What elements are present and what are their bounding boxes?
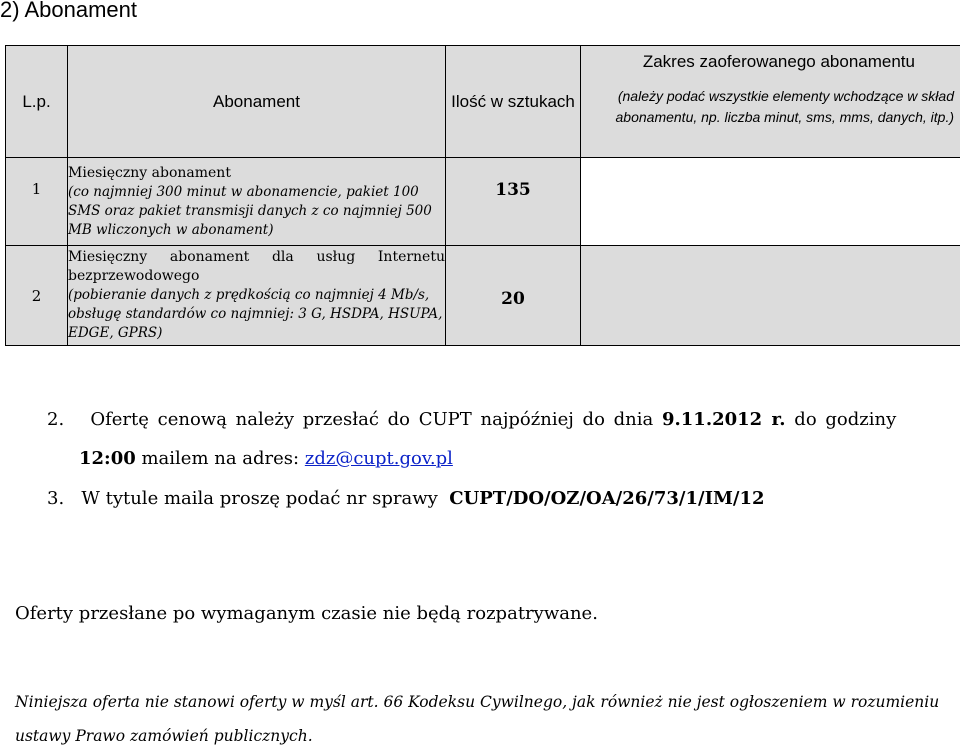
disclaimer-line-1: Niniejsza oferta nie stanowi oferty w myśl art. 66 Kodeksu Cywilnego, jak również nie jest ogłoszeniem w rozumieniu [15,693,940,711]
late-offers-notice: Oferty przesłane po wymaganym czasie nie będą rozpatrywane. [15,603,598,624]
header-zakres [581,46,960,158]
table-header-row [6,46,960,158]
table-row [6,246,960,346]
case-number: CUPT/DO/OZ/OA/26/73/1/IM/12 [449,488,765,509]
row-description [68,158,446,246]
email-link[interactable]: zdz@cupt.gov.pl [304,448,453,469]
table-row [6,158,960,246]
row-zakres [581,246,960,346]
row-quantity: 20 [446,246,581,346]
disclaimer-line-2: ustawy Prawo zamówień publicznych. [15,727,313,745]
deadline-date: 9.11.2012 r. [661,409,786,430]
paragraph-2-text-a: Ofertę cenową należy przesłać do CUPT najpóźniej do dnia [90,409,654,430]
paragraph-3 [47,488,765,509]
deadline-time: 12:00 [79,448,136,469]
row-details: (pobieranie danych z prędkością co najmniej 4 Mb/s, obsługę standardów co najmniej: 3 G, HSDPA, HSUPA, EDGE, GPRS) [68,287,443,341]
paragraph-2-line-2 [79,448,453,469]
paragraph-2-text-c: mailem na adres: [141,448,300,469]
row-details: (co najmniej 300 minut w abonamencie, pakiet 100 SMS oraz pakiet transmisji danych z co najmniej 500 MB wliczonych w abonament) [68,183,432,238]
row-quantity: 135 [446,158,581,246]
row-lp: 2 [6,246,68,346]
section-heading: 2) Abonament [0,0,137,22]
row-title: Miesięczny abonament [68,164,231,181]
row-lp: 1 [6,158,68,246]
paragraph-2-line-1 [47,409,896,430]
subscription-table [5,45,960,346]
paragraph-2-number: 2. [47,409,65,430]
header-lp: L.p. [6,46,68,158]
header-zakres-title: Zakres zaoferowanego abonamentu [642,52,915,71]
row-title: Miesięczny abonament dla usług Internetu bezprzewodowego [68,249,445,284]
header-ilosc: Ilość w sztukach [446,46,581,158]
paragraph-3-number: 3. [47,488,65,509]
paragraph-3-text: W tytule maila proszę podać nr sprawy [81,488,438,509]
header-zakres-note: (należy podać wszystkie elementy wchodzące w skład abonamentu, np. liczba minut, sms, mms, danych, itp.) [615,88,954,125]
row-zakres-input[interactable] [581,158,960,246]
row-description [68,246,446,346]
paragraph-2-text-b: do godziny [794,409,897,430]
header-abonament: Abonament [68,46,446,158]
